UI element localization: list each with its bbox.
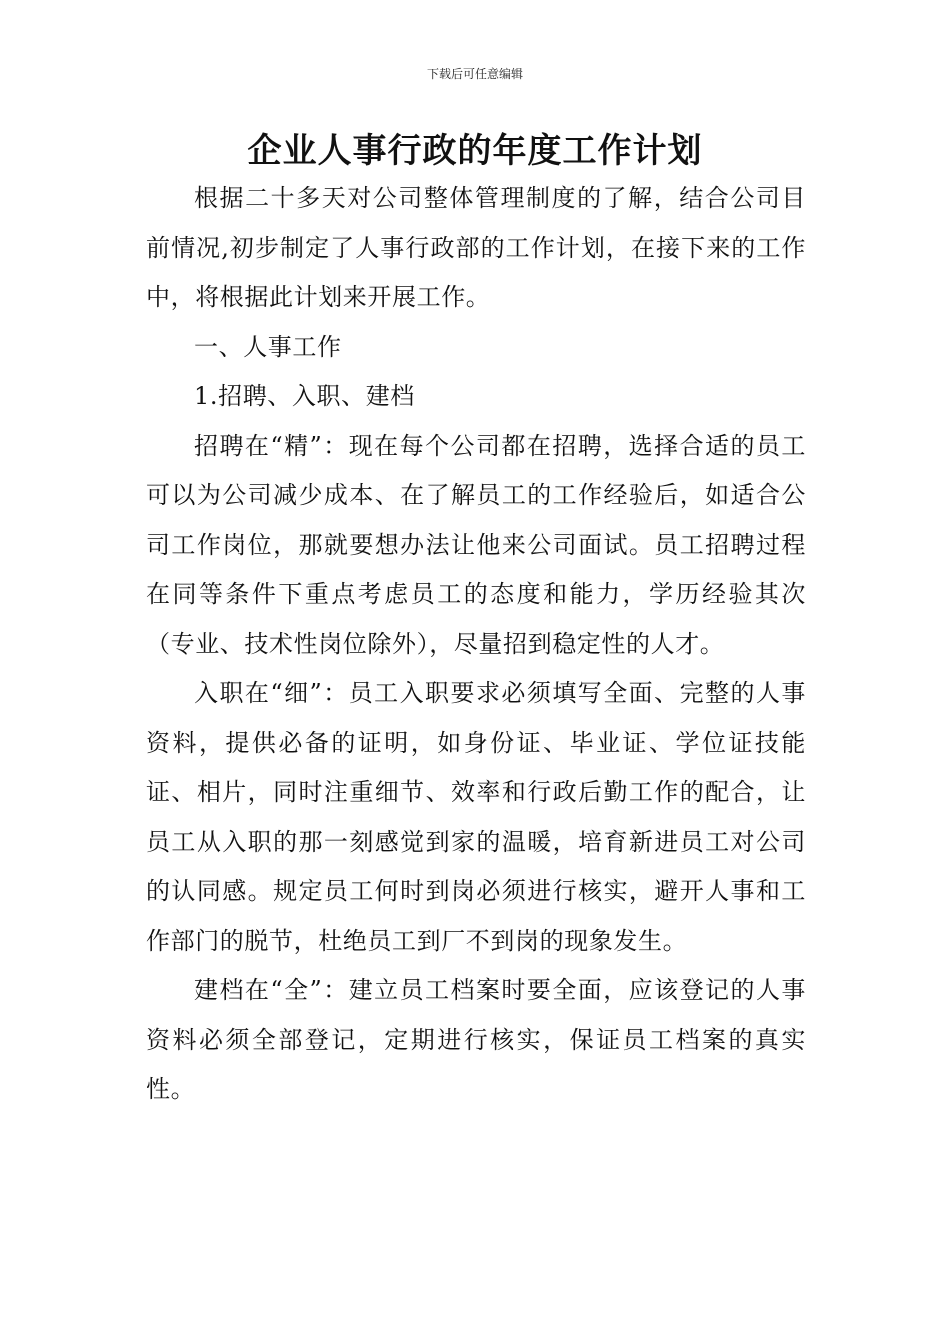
header-note: 下载后可任意编辑 [426, 67, 523, 81]
subsection-heading-recruitment: 1.招聘、入职、建档 [194, 382, 415, 410]
onboarding-paragraph: 入职在“细”：员工入职要求必须填写全面、完整的人事资料，提供必备的证明，如身份证、毕业证、学位证技能证、相片，同时注重细节、效率和行政后勤工作的配合，让员工从入职的那一刻感觉到家的温暖，培育新进员工对公司的认同感。规定员工何时到岗必须进行核实，避开人事和工作部门的脱节，杜绝员工到厂不到岗的现象发生。 [146, 679, 806, 955]
section-heading-personnel: 一、人事工作 [194, 332, 342, 361]
intro-paragraph: 根据二十多天对公司整体管理制度的了解，结合公司目前情况,初步制定了人事行政部的工作计划，在接下来的工作中，将根据此计划来开展工作。 [146, 184, 806, 311]
document-body [146, 174, 806, 1115]
filing-paragraph: 建档在“全”：建立员工档案时要全面，应该登记的人事资料必须全部登记，定期进行核实，保证员工档案的真实性。 [146, 976, 806, 1103]
recruitment-paragraph: 招聘在“精”：现在每个公司都在招聘，选择合适的员工可以为公司减少成本、在了解员工的工作经验后，如适合公司工作岗位，那就要想办法让他来公司面试。员工招聘过程在同等条件下重点考虑员工的态度和能力，学历经验其次（专业、技术性岗位除外），尽量招到稳定性的人才。 [146, 431, 806, 658]
document-title: 企业人事行政的年度工作计划 [247, 131, 703, 171]
